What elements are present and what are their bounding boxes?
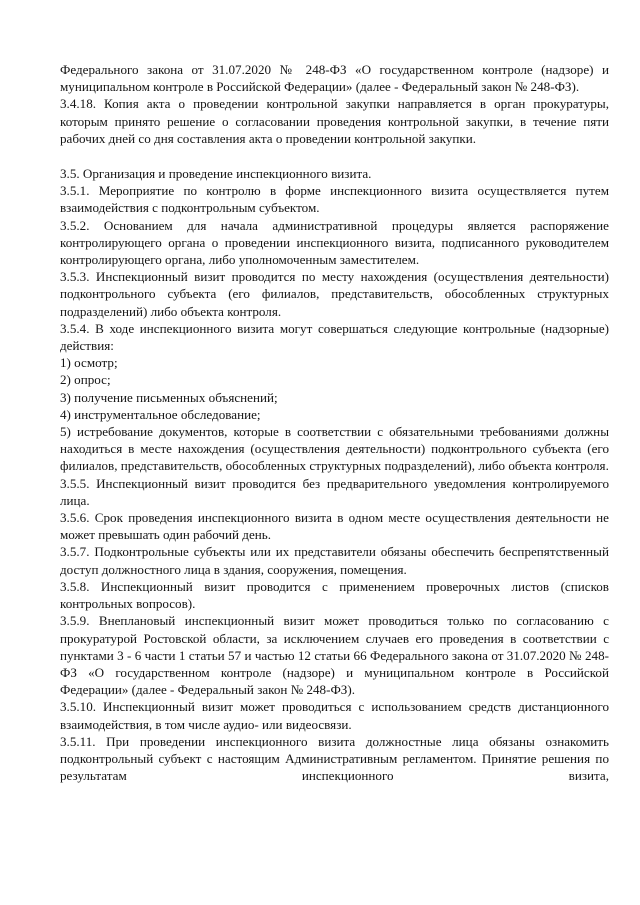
list-item-4: 4) инструментальное обследование; bbox=[60, 406, 261, 422]
paragraph-3-5-7: 3.5.7. Подконтрольные субъекты или их представители обязаны обеспечить беспрепятственный доступ должностного лица в здания, сооружения, помещения. bbox=[60, 544, 609, 577]
paragraph-3-5-9: 3.5.9. Внеплановый инспекционный визит может проводиться только по согласованию с прокуратурой Ростовской области, за исключением случаев его проведения в соответствии с пунктами 3 - 6 части 1 статьи 57 и частью 12 статьи 66 Федерального закона от 31.07.2020 № 248-ФЗ «О государственном контроле (надзоре) и муниципальном контроле в Российской Федерации» (далее - Федеральный закон № 248-ФЗ). bbox=[60, 613, 609, 698]
paragraph-law-reference: Федерального закона от 31.07.2020 № 248-ФЗ «О государственном контроле (надзоре) и муниципальном контроле в Российской Федерации» (далее - Федеральный закон № 248-ФЗ). bbox=[60, 62, 609, 95]
paragraph-3-5-2: 3.5.2. Основанием для начала административной процедуры является распоряжение контролирующего органа о проведении инспекционного визита, подписанного руководителем контролирующего органа, либо уполномоченным заместителем. bbox=[60, 217, 609, 268]
paragraph-3-5-5: 3.5.5. Инспекционный визит проводится без предварительного уведомления контролируемого лица. bbox=[60, 475, 609, 508]
paragraph-spacer bbox=[60, 147, 609, 165]
list-item-3: 3) получение письменных объяснений; bbox=[60, 389, 278, 405]
list-item-1: 1) осмотр; bbox=[60, 355, 118, 371]
list-item-5: 5) истребование документов, которые в соответствии с обязательными требованиями должны находиться в месте нахождения (осуществления деятельности) подконтрольного субъекта (его филиалов, представительств, обособленных структурных подразделений), либо объекта контроля. bbox=[60, 424, 609, 474]
paragraph-3-5-10: 3.5.10. Инспекционный визит может проводиться с использованием средств дистанционного взаимодействия, в том числе аудио- или видеосвязи. bbox=[60, 699, 609, 732]
paragraph-3-5-3: 3.5.3. Инспекционный визит проводится по месту нахождения (осуществления деятельности) подконтрольного субъекта (его филиалов, представительств, обособленных структурных подразделений) либо объекта контроля. bbox=[60, 269, 609, 319]
paragraph-3-5-4: 3.5.4. В ходе инспекционного визита могут совершаться следующие контрольные (надзорные) действия: bbox=[60, 320, 609, 354]
list-item-2: 2) опрос; bbox=[60, 372, 111, 388]
paragraph-3-5-1: 3.5.1. Мероприятие по контролю в форме инспекционного визита осуществляется путем взаимодействия с подконтрольным субъектом. bbox=[60, 183, 609, 216]
paragraph-3-5-11: 3.5.11. При проведении инспекционного визита должностные лица обязаны ознакомить подконтрольный субъект с настоящим Административным регламентом. Принятие решения по результатам инспекционного визита, bbox=[60, 733, 609, 784]
paragraph-3-4-18: 3.4.18. Копия акта о проведении контрольной закупки направляется в орган прокуратуры, которым принято решение о согласовании проведения контрольной закупки, в течение пяти рабочих дней со дня составления акта о проведении контрольной закупки. bbox=[60, 96, 609, 146]
document-page bbox=[60, 61, 609, 784]
section-heading-3-5: 3.5. Организация и проведение инспекционного визита. bbox=[60, 166, 372, 182]
paragraph-3-5-8: 3.5.8. Инспекционный визит проводится с применением проверочных листов (списков контрольных вопросов). bbox=[60, 578, 609, 612]
paragraph-3-5-6: 3.5.6. Срок проведения инспекционного визита в одном месте осуществления деятельности не может превышать один рабочий день. bbox=[60, 510, 609, 543]
